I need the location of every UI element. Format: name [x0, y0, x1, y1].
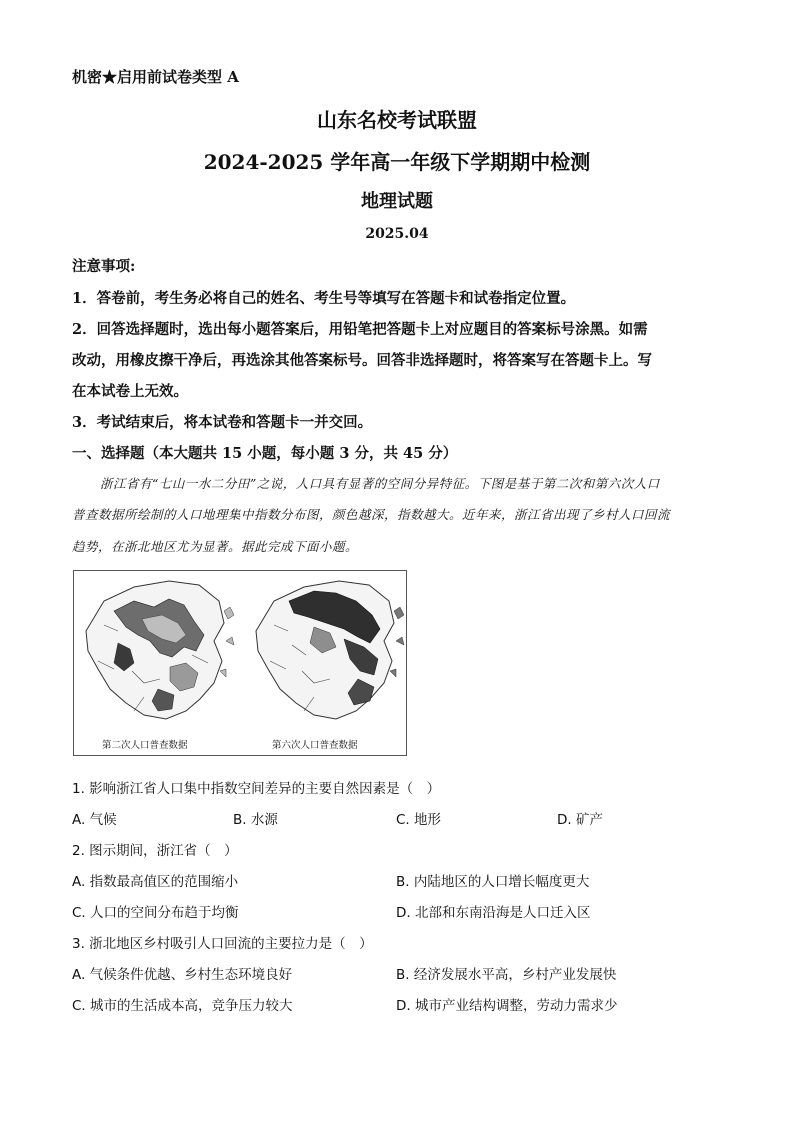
notes-title: 注意事项: [72, 258, 136, 275]
caption-second-census: 第二次人口普查数据 [102, 740, 188, 751]
question-1-option-d: D. 矿产 [557, 812, 603, 828]
zhejiang-maps [74, 571, 406, 755]
intro-line-1: 浙江省有“七山一水二分田”之说，人口具有显著的空间分异特征。下图是基于第二次和第六次人口 [100, 476, 660, 491]
note-item-2-line-3: 在本试卷上无效。 [72, 383, 188, 400]
intro-line-3: 趋势，在浙北地区尤为显著。据此完成下面小题。 [72, 539, 359, 554]
question-3-option-c: C. 城市的生活成本高，竞争压力较大 [72, 998, 293, 1014]
exam-organization: 山东名校考试联盟 [317, 108, 477, 132]
note-item-2-line-2: 改动，用橡皮擦干净后，再选涂其他答案标号。回答非选择题时，将答案写在答题卡上。写 [72, 352, 652, 369]
question-2-option-b: B. 内陆地区的人口增长幅度更大 [396, 874, 590, 890]
map-sixth-census [256, 581, 404, 719]
caption-sixth-census: 第六次人口普查数据 [272, 740, 358, 751]
subject-title: 地理试题 [361, 191, 433, 212]
question-2-option-d: D. 北部和东南沿海是人口迁入区 [396, 905, 591, 921]
question-2-option-c: C. 人口的空间分布趋于均衡 [72, 905, 239, 921]
question-1-option-c: C. 地形 [396, 812, 442, 828]
note-item-2-line-1: 2．回答选择题时，选出每小题答案后，用铅笔把答题卡上对应题目的答案标号涂黑。如需 [72, 321, 648, 338]
population-index-map-figure [73, 570, 407, 756]
note-item-3: 3．考试结束后，将本试卷和答题卡一并交回。 [72, 414, 373, 431]
exam-title: 2024-2025 学年高一年级下学期期中检测 [203, 150, 591, 174]
note-item-1: 1．答卷前，考生务必将自己的姓名、考生号等填写在答题卡和试卷指定位置。 [72, 290, 576, 307]
question-1-option-b: B. 水源 [233, 812, 278, 828]
question-3-option-d: D. 城市产业结构调整，劳动力需求少 [396, 998, 618, 1014]
question-2-option-a: A. 指数最高值区的范围缩小 [72, 874, 239, 890]
map-second-census [86, 581, 234, 719]
question-3-option-a: A. 气候条件优越、乡村生态环境良好 [72, 967, 293, 983]
question-1-option-a: A. 气候 [72, 812, 117, 828]
confidential-label: 机密★启用前试卷类型 A [72, 68, 239, 86]
section-title: 一、选择题（本大题共 15 小题，每小题 3 分，共 45 分） [72, 445, 458, 462]
question-3-option-b: B. 经济发展水平高，乡村产业发展快 [396, 967, 617, 983]
question-1-stem: 1. 影响浙江省人口集中指数空间差异的主要自然因素是（ ） [72, 781, 441, 797]
question-2-stem: 2. 图示期间，浙江省（ ） [72, 843, 238, 859]
question-3-stem: 3. 浙北地区乡村吸引人口回流的主要拉力是（ ） [72, 936, 373, 952]
exam-date: 2025.04 [365, 226, 429, 242]
intro-line-2: 普查数据所绘制的人口地理集中指数分布图，颜色越深，指数越大。近年来，浙江省出现了乡村人口回流 [72, 507, 671, 522]
